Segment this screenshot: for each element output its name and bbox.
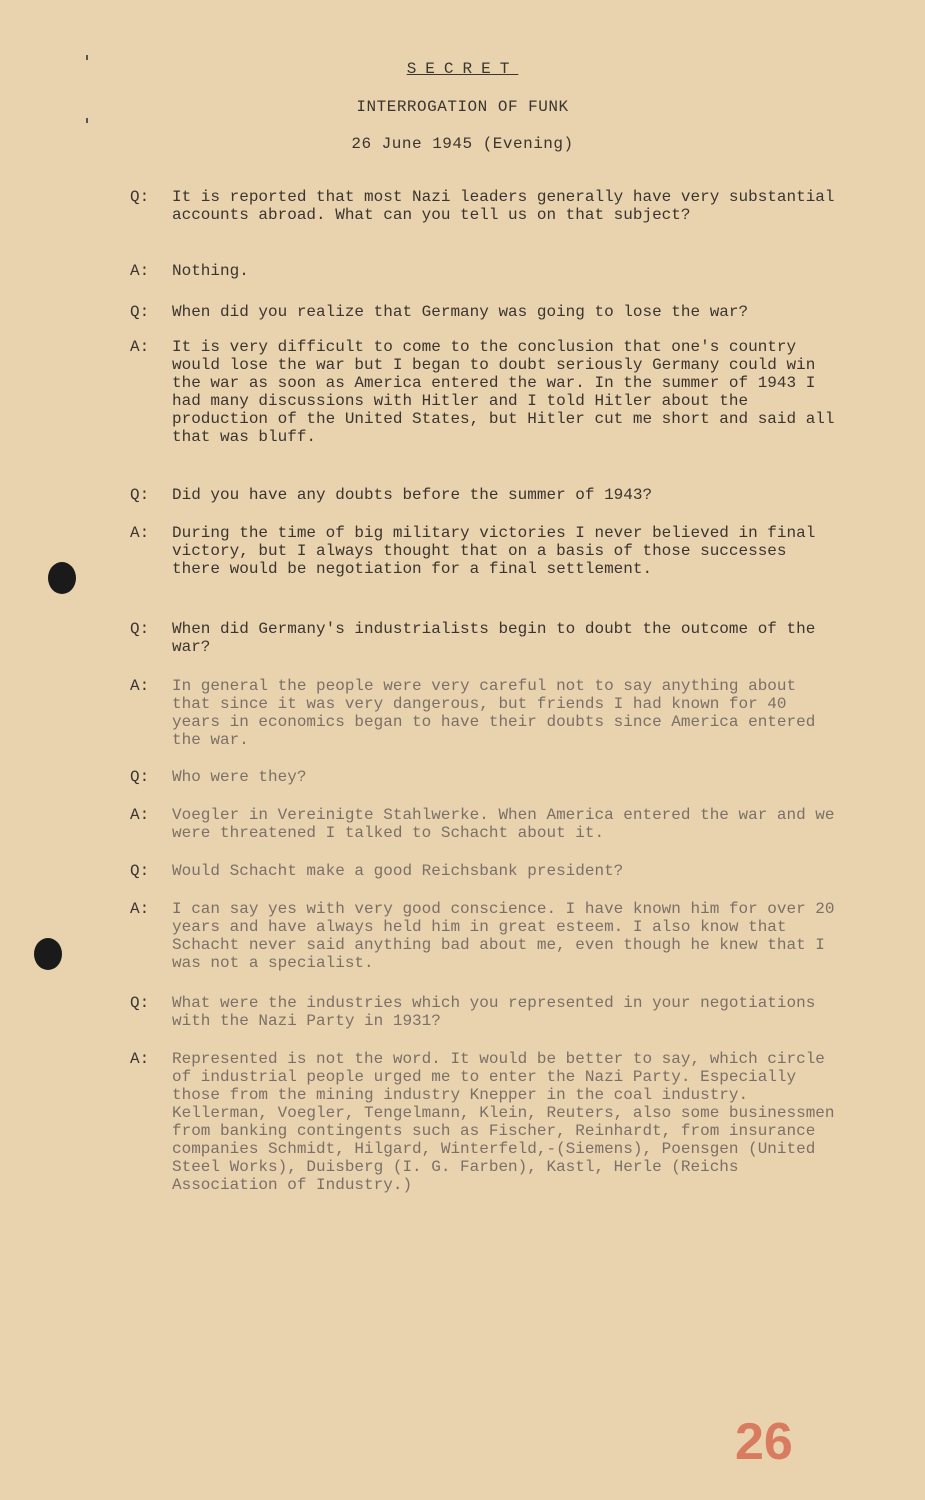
question-text: Would Schacht make a good Reichsbank president? [172, 862, 624, 880]
answer-text: It is very difficult to come to the conclusion that one's country would lose the war but I began to doubt seriously Germany could win the war as soon as America entered the war. In the summer of 1943 I had many discussions with Hitler and I told Hitler about the production of the United States, but Hitler cut me short and said all that was bluff. [172, 338, 835, 446]
qa-label: Q: [130, 994, 150, 1012]
qa-label: A: [130, 806, 150, 824]
punch-hole [48, 562, 76, 594]
classification-stamp: SECRET [406, 60, 519, 78]
qa-label: A: [130, 1050, 150, 1068]
qa-label: A: [130, 677, 150, 695]
qa-label: A: [130, 338, 150, 356]
qa-label: Q: [130, 303, 150, 321]
document-title: INTERROGATION OF FUNK [356, 98, 569, 116]
answer-text: Nothing. [172, 262, 249, 280]
question-text: When did Germany's industrialists begin to doubt the outcome of the war? [172, 620, 816, 656]
question-text: What were the industries which you represented in your negotiations with the Nazi Party in 1931? [172, 994, 816, 1030]
qa-label: A: [130, 524, 150, 542]
page-number: 26 [735, 1413, 793, 1471]
question-text: Did you have any doubts before the summer of 1943? [172, 486, 653, 504]
question-text: It is reported that most Nazi leaders generally have very substantial accounts abroad. What can you tell us on that subject? [172, 188, 835, 224]
answer-text: Represented is not the word. It would be better to say, which circle of industrial people urged me to enter the Nazi Party. Especially those from the mining industry Knepper in the coal industry. Kellerman, Voegler, Tengelmann, Klein, Reuters, also some businessmen from banking contingents such as Fischer, Reinhardt, from insurance companies Schmidt, Hilgard, Winterfeld,-(Siemens), Poensgen (United Steel Works), Duisberg (I. G. Farben), Kastl, Herle (Reichs Association of Industry.) [172, 1050, 835, 1194]
answer-text: During the time of big military victories I never believed in final victory, but I always thought that on a basis of those successes there would be negotiation for a final settlement. [172, 524, 816, 578]
qa-label: Q: [130, 862, 150, 880]
qa-label: Q: [130, 188, 150, 206]
question-text: Who were they? [172, 768, 307, 786]
answer-text: I can say yes with very good conscience. I have known him for over 20 years and have always held him in great esteem. I also know that Schacht never said anything bad about me, even though he knew that I was not a specialist. [172, 900, 835, 972]
answer-text: In general the people were very careful not to say anything about that since it was very dangerous, but friends I had known for 40 years in economics began to have their doubts since America entered the war. [172, 677, 816, 749]
qa-label: Q: [130, 768, 150, 786]
document-date: 26 June 1945 (Evening) [351, 135, 574, 153]
qa-label: Q: [130, 620, 150, 638]
margin-mark [86, 118, 88, 123]
question-text: When did you realize that Germany was going to lose the war? [172, 303, 749, 321]
qa-label: A: [130, 900, 150, 918]
qa-label: Q: [130, 486, 150, 504]
answer-text: Voegler in Vereinigte Stahlwerke. When America entered the war and we were threatened I talked to Schacht about it. [172, 806, 835, 842]
qa-label: A: [130, 262, 150, 280]
punch-hole [34, 938, 62, 970]
